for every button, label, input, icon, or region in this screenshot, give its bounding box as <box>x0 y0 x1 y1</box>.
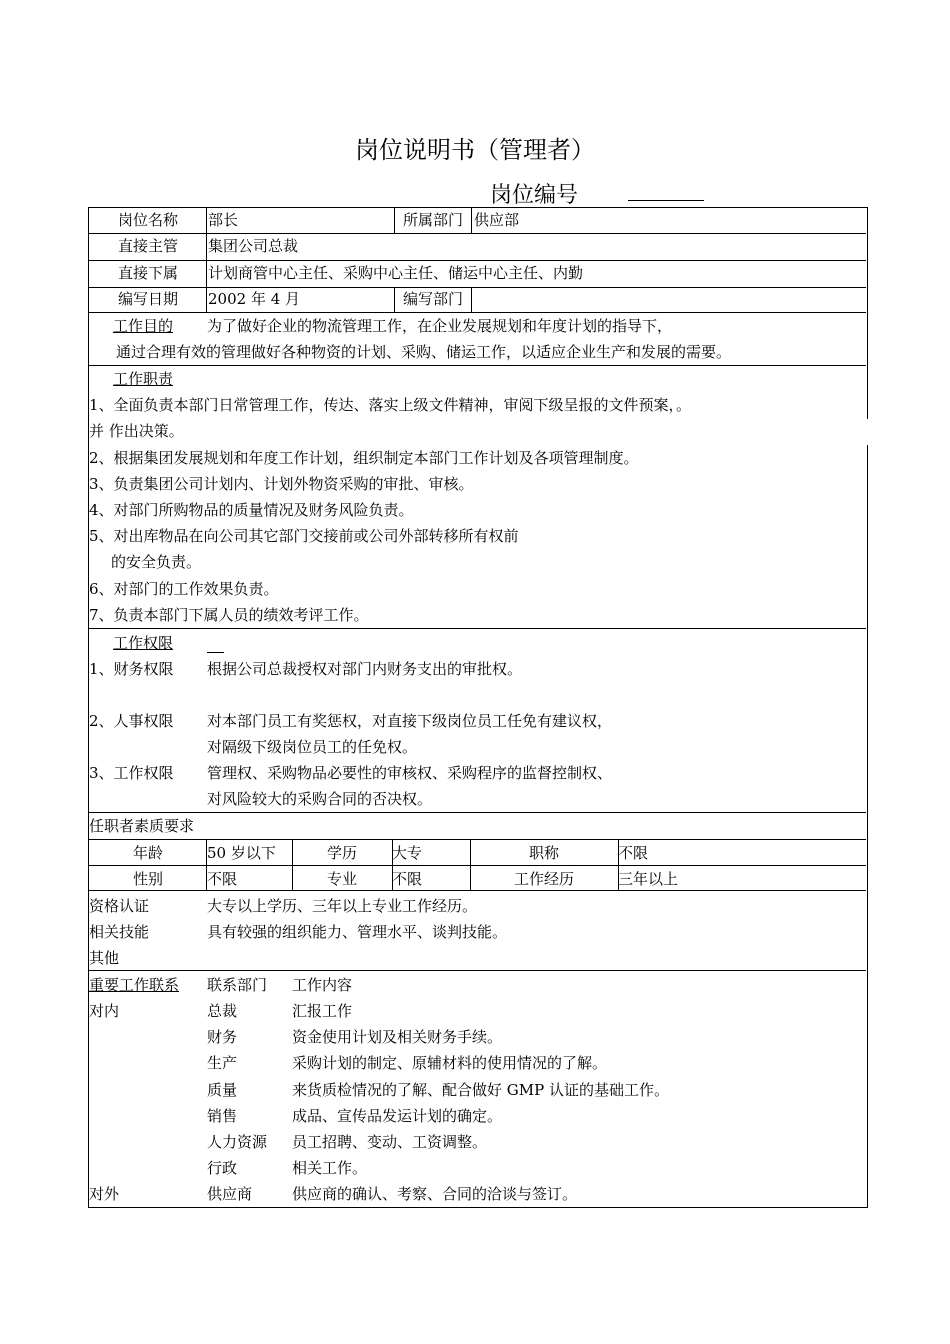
authority-line: 根据公司总裁授权对部门内财务支出的审批权。 <box>207 660 523 678</box>
duty-line: 2、根据集团发展规划和年度工作计划，组织制定本部门工作计划及各项管理制度。 <box>89 449 639 467</box>
qualifications-label: 任职者素质要求 <box>89 817 195 835</box>
relation-dept: 销售 <box>207 1107 238 1125</box>
authority-line: 对风险较大的采购合同的否决权。 <box>207 790 433 808</box>
education-value: 大专 <box>392 844 423 862</box>
internal-label: 对内 <box>89 1002 120 1020</box>
authority-line: 对隔级下级岗位员工的任免权。 <box>207 738 418 756</box>
duty-line: 并 作出决策。 <box>89 422 184 440</box>
other-label: 其他 <box>89 949 120 967</box>
position-name-value: 部长 <box>208 211 239 229</box>
purpose-line-1: 为了做好企业的物流管理工作，在企业发展规划和年度计划的指导下， <box>207 317 673 335</box>
purpose-label: 工作目的 <box>113 317 174 335</box>
duty-line: 6、对部门的工作效果负责。 <box>89 580 279 598</box>
supervisor-value: 集团公司总裁 <box>208 237 299 255</box>
relation-content: 汇报工作 <box>292 1002 353 1020</box>
relation-content: 资金使用计划及相关财务手续。 <box>292 1028 503 1046</box>
duty-line: 4、对部门所购物品的质量情况及财务风险负责。 <box>89 501 414 519</box>
certification-label: 资格认证 <box>89 897 150 915</box>
authority-line: 对本部门员工有奖惩权，对直接下级岗位员工任免有建议权， <box>207 712 613 730</box>
age-value: 50 岁以下 <box>207 844 276 862</box>
education-label: 学历 <box>326 844 357 862</box>
duty-line: 5、对出库物品在向公司其它部门交接前或公司外部转移所有权前 <box>89 527 519 545</box>
relation-content: 供应商的确认、考察、合同的洽谈与签订。 <box>292 1185 578 1203</box>
duty-line: 的安全负责。 <box>111 553 202 571</box>
experience-label: 工作经历 <box>513 870 574 888</box>
author-dept-label: 编写部门 <box>402 290 463 308</box>
relation-content: 来货质检情况的了解、配合做好 GMP 认证的基础工作。 <box>292 1081 669 1099</box>
authority-name: 2、人事权限 <box>89 712 174 730</box>
subordinates-value: 计划商管中心主任、采购中心主任、储运中心主任、内勤 <box>208 264 584 282</box>
position-code-label: 岗位编号 <box>490 183 579 208</box>
authority-blank <box>207 652 224 653</box>
relation-content: 员工招聘、变动、工资调整。 <box>292 1133 488 1151</box>
purpose-line-2: 通过合理有效的管理做好各种物资的计划、采购、储运工作，以适应企业生产和发展的需要。 <box>116 343 732 361</box>
skills-label: 相关技能 <box>89 923 150 941</box>
relation-dept: 行政 <box>207 1159 238 1177</box>
authority-name: 3、工作权限 <box>89 764 174 782</box>
relation-dept: 质量 <box>207 1081 238 1099</box>
subordinates-label: 直接下属 <box>117 264 178 282</box>
duty-line: 1、全面负责本部门日常管理工作，传达、落实上级文件精神，审阅下级呈报的文件预案，。 <box>89 396 692 414</box>
relations-content-header: 工作内容 <box>292 976 353 994</box>
experience-value: 三年以上 <box>618 870 679 888</box>
skills-value: 具有较强的组织能力、管理水平、谈判技能。 <box>207 923 508 941</box>
relation-dept: 生产 <box>207 1054 238 1072</box>
title-label: 职称 <box>528 844 559 862</box>
title-value: 不限 <box>618 844 649 862</box>
document-title: 岗位说明书（管理者） <box>355 136 595 164</box>
supervisor-label: 直接主管 <box>117 237 178 255</box>
age-label: 年龄 <box>132 844 163 862</box>
authority-line: 管理权、采购物品必要性的审核权、采购程序的监督控制权、 <box>207 764 613 782</box>
duties-label: 工作职责 <box>113 370 174 388</box>
department-label: 所属部门 <box>402 211 463 229</box>
relation-content: 相关工作。 <box>292 1159 368 1177</box>
date-label: 编写日期 <box>117 290 178 308</box>
relation-content: 采购计划的制定、原辅材料的使用情况的了解。 <box>292 1054 608 1072</box>
date-value: 2002 年 4 月 <box>208 290 301 308</box>
relations-dept-header: 联系部门 <box>207 976 268 994</box>
gender-value: 不限 <box>207 870 238 888</box>
department-value: 供应部 <box>474 211 520 229</box>
major-label: 专业 <box>326 870 357 888</box>
position-name-label: 岗位名称 <box>117 211 178 229</box>
position-code-blank <box>628 200 704 201</box>
external-label: 对外 <box>89 1185 120 1203</box>
relations-label: 重要工作联系 <box>89 976 180 994</box>
authority-label: 工作权限 <box>113 634 174 652</box>
relation-dept: 财务 <box>207 1028 238 1046</box>
certification-value: 大专以上学历、三年以上专业工作经历。 <box>207 897 478 915</box>
duty-line: 7、负责本部门下属人员的绩效考评工作。 <box>89 606 369 624</box>
authority-name: 1、财务权限 <box>89 660 174 678</box>
gender-label: 性别 <box>132 870 163 888</box>
relation-content: 成品、宣传品发运计划的确定。 <box>292 1107 503 1125</box>
relation-dept: 人力资源 <box>207 1133 268 1151</box>
relation-dept: 总裁 <box>207 1002 238 1020</box>
duty-line: 3、负责集团公司计划内、计划外物资采购的审批、审核。 <box>89 475 474 493</box>
major-value: 不限 <box>392 870 423 888</box>
relation-dept: 供应商 <box>207 1185 253 1203</box>
